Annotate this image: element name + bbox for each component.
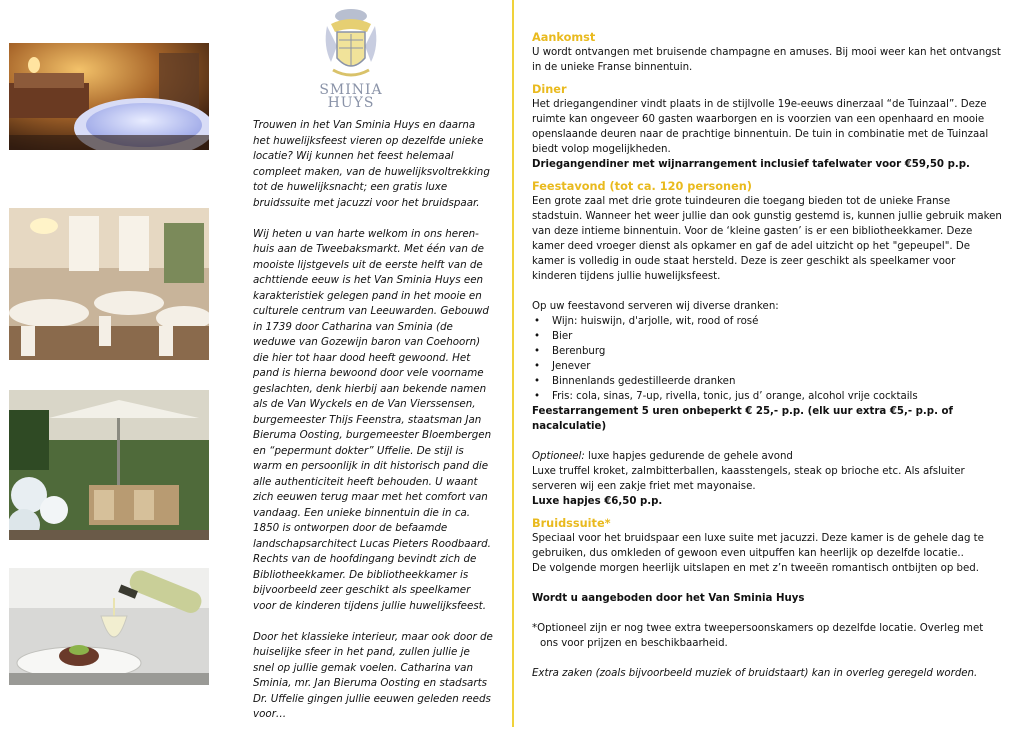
section-title-aankomst: Aankomst	[532, 31, 596, 44]
section-diner	[532, 82, 1002, 172]
list-item: • Binnenlands gedestilleerde dranken	[532, 374, 1002, 389]
intro-paragraph-3: Door het klassieke interieur, maar ook door de huiselijke sfeer in het pand, zullen jullie je snel op jullie gemak voelen. Catharina van Sminia, mr. Jan Bieruma Oosting en stadsarts Dr. Uffelie gingen jullie eeuwen geleden reeds voor…	[253, 630, 493, 720]
bridal-suite-jacuzzi-photo	[9, 43, 209, 150]
coat-of-arms-icon	[321, 6, 381, 84]
optional-line	[532, 449, 1002, 464]
feestarrangement-price: Feestarrangement 5 uren onbeperkt € 25,- p.p. (elk uur extra €5,- p.p. of nacalculatie)	[532, 406, 953, 432]
aankomst-text: U wordt ontvangen met bruisende champagne en amuses. Bij mooi weer kan het ontvangst in de unieke Franse binnentuin.	[532, 47, 1001, 73]
list-item: • Bier	[532, 329, 1002, 344]
list-item: • Berenburg	[532, 344, 1002, 359]
diner-price: Driegangendiner met wijnarrangement inclusief tafelwater voor €59,50 p.p.	[532, 159, 970, 170]
dining-room-photo	[9, 208, 209, 360]
optional-text: luxe hapjes gedurende de gehele avond	[584, 451, 793, 462]
list-item: • Fris: cola, sinas, 7-up, rivella, tonic, jus d’ orange, alcohol vrije cocktails	[532, 389, 1002, 404]
section-feestavond	[532, 179, 1002, 509]
sminia-huys-logo	[316, 6, 386, 110]
intro-paragraph-1: Trouwen in het Van Sminia Huys en daarna het huwelijksfeest vieren op dezelfde unieke locatie? Wij kunnen het feest helemaal compleet maken, van de huwelijksvoltrekking tot de huwelijksnacht; een gratis luxe bruidssuite met jacuzzi voor het bruidspaar.	[253, 119, 490, 209]
logo-name-line1: SMINIA	[319, 82, 383, 98]
garden-terrace-photo	[9, 390, 209, 540]
hapjes-price: Luxe hapjes €6,50 p.p.	[532, 496, 663, 507]
suite-note: *Optioneel zijn er nog twee extra tweepersoonskamers op dezelfde locatie. Overleg met ons voor prijzen en beschikbaarheid.	[532, 623, 984, 649]
intro-column	[253, 118, 493, 738]
optional-detail: Luxe truffel kroket, zalmbitterballen, kaasstengels, steak op brioche etc. Als afsluiter serveren wij een zakje friet met mayonaise.	[532, 466, 965, 492]
page-divider	[512, 0, 514, 727]
drinks-intro: Op uw feestavond serveren wij diverse dranken:	[532, 301, 779, 312]
drinks-list	[532, 314, 1002, 404]
section-title-diner: Diner	[532, 83, 567, 96]
logo-name-line2: HUYS	[327, 95, 375, 111]
section-title-bruidssuite: Bruidssuite*	[532, 517, 611, 530]
right-column	[532, 30, 1002, 688]
feestavond-text: Een grote zaal met drie grote tuindeuren die toegang bieden tot de unieke Franse stadstuin. Wanneer het weer jullie dan ook gunstig gestemd is, kunnen jullie gebruik maken van deze intieme binnentuin. Voor de ‘kleine gasten’ is er een bibliotheekkamer. Deze kamer deed vroeger dienst als opkamer en gaf de adel uitzicht op het "gepeupel". De kamer is volledig in oude staat hersteld. Deze is zeer geschikt als speelkamer voor kinderen tijdens jullie huwelijksfeest.	[532, 196, 1002, 282]
diner-text: Het driegangendiner vindt plaats in de stijlvolle 19e-eeuws dinerzaal “de Tuinzaal”. Deze ruimte kan ongeveer 60 gasten waarborgen en is voorzien van een openhaard en mooie openslaande deuren naar de prachtige binnentuin. De tuin in combinatie met de Tuinzaal biedt volop mogelijkheden.	[532, 99, 989, 155]
extra-note: Extra zaken (zoals bijvoorbeeld muziek of bruidstaart) kan in overleg geregeld worden.	[532, 668, 978, 679]
list-item: • Jenever	[532, 359, 1002, 374]
optional-label: Optioneel:	[532, 451, 585, 462]
intro-paragraph-2: Wij heten u van harte welkom in ons heren-huis aan de Tweebaksmarkt. Met één van de mooiste lijstgevels uit de eerste helft van de achttiende eeuw is het Van Sminia Huys een karakteristiek gelegen pand in het mooie en culturele centrum van Leeuwarden. Gebouwd in 1739 door Catharina van Sminia (de weduwe van Gozewijn baron van Coehoorn) die hier tot haar dood heeft gewoond. Het pand is hierna bewoond door vele voorname geslachten, denk hierbij aan bekende namen als de Van Wyckels en de Van Vierssensen, burgemeester Thijs Feenstra, staatsman Jan Bieruma Oosting, burgemeester Bloembergen en “pepermunt dokter” Uffelie. De stijl is warm en persoonlijk in dit historisch pand die alle authenticiteit heeft behouden. U waant zich eeuwen terug maar met het comfort van vandaag. Een unieke binnentuin die in ca. 1850 is ontworpen door de befaamde landschapsarchitect Lucas Pieters Roodbaard. Rechts van de hoofdingang bevindt zich de Bibliotheekkamer. De bibliotheekkamer is bijvoorbeeld zeer geschikt als speelkamer voor de kinderen tijdens jullie huwelijksfeest.	[253, 227, 492, 612]
suite-text: Speciaal voor het bruidspaar een luxe suite met jacuzzi. Deze kamer is de gehele dag te gebruiken, dus omkleden of gewoon even uitpuffen kan heerlijk op dezelfde locatie..	[532, 533, 984, 559]
offered-by: Wordt u aangeboden door het Van Sminia Huys	[532, 593, 805, 604]
section-aankomst	[532, 30, 1002, 75]
list-item: • Wijn: huiswijn, d'arjolle, wit, rood of rosé	[532, 314, 1002, 329]
section-title-feestavond: Feestavond (tot ca. 120 personen)	[532, 180, 752, 193]
section-bruidssuite	[532, 516, 1002, 681]
wine-and-dish-photo	[9, 568, 209, 685]
suite-text-2: De volgende morgen heerlijk uitslapen en met z’n tweeën romantisch ontbijten op bed.	[532, 563, 979, 574]
